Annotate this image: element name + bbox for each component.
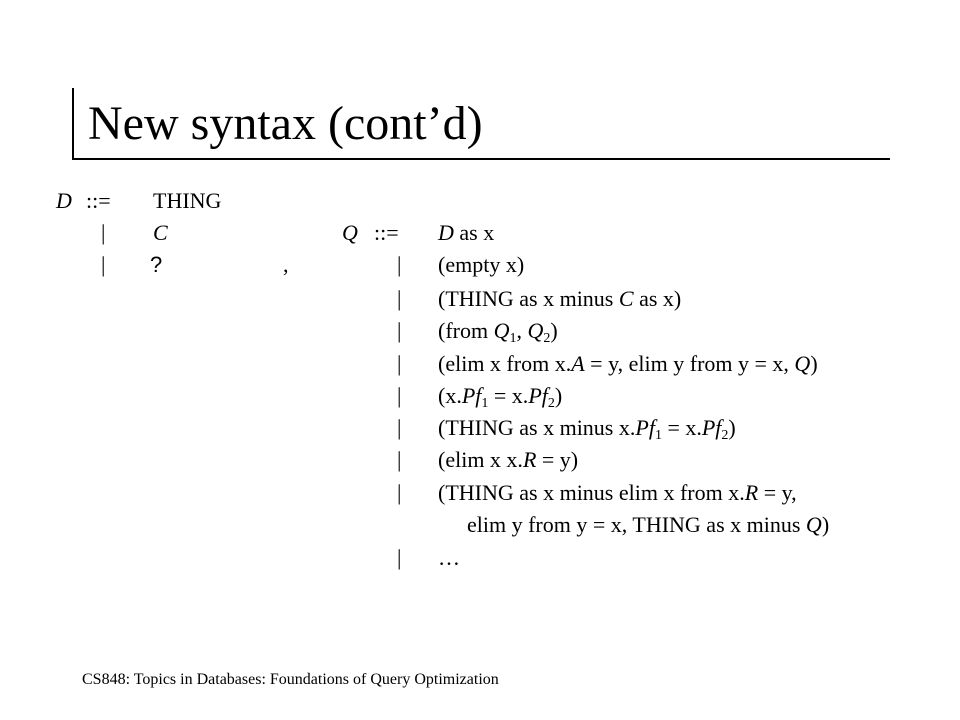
d-rule-thing: THING <box>153 188 222 213</box>
d-rule-question: ? <box>150 252 163 277</box>
footer-course-title: CS848: Topics in Databases: Foundations of Query Optimization <box>82 671 499 688</box>
q-rule-5: (elim x from x.A = y, elim y from y = x, Q) <box>438 351 818 376</box>
q-bar-2: | <box>397 252 402 277</box>
q-rule-2: (empty x) <box>438 252 525 277</box>
q-rule-9: (THING as x minus elim x from x.R = y, <box>438 480 797 505</box>
q-lhs: Q <box>342 220 358 245</box>
slide-title: New syntax (cont’d) <box>88 97 483 150</box>
q-bar-10: | <box>397 545 402 570</box>
q-bar-7: | <box>397 415 402 440</box>
title-vertical-rule <box>72 88 74 158</box>
q-bar-8: | <box>397 447 402 472</box>
q-bar-3: | <box>397 286 402 311</box>
q-rule-7: (THING as x minus $x.Pf_1 = x.Pf_2$) <box>438 415 736 443</box>
q-rule-8: (elim x x.R = y) <box>438 447 579 472</box>
q-rule-3: (THING as x minus C as x) <box>438 286 682 311</box>
d-rule-comma: , <box>283 252 289 277</box>
q-rule-6: $(x.Pf_1 = x.Pf_2)$ <box>438 383 563 411</box>
d-bar-2: | <box>101 220 106 245</box>
q-bar-4: | <box>397 318 402 343</box>
q-op: ::= <box>374 220 399 245</box>
q-rule-ellipsis: … <box>438 545 460 570</box>
q-rule-4: (from $Q_1$, $Q_2$) <box>438 318 558 346</box>
q-rule-9-continued: elim y from y = x, THING as x minus Q) <box>467 512 830 537</box>
title-horizontal-rule <box>72 158 890 160</box>
d-bar-3: | <box>101 252 106 277</box>
d-lhs: D <box>56 188 72 213</box>
q-bar-6: | <box>397 383 402 408</box>
q-bar-9: | <box>397 480 402 505</box>
d-rule-c: C <box>153 220 168 245</box>
q-bar-5: | <box>397 351 402 376</box>
q-rule-1: D as x <box>438 220 495 245</box>
d-op: ::= <box>86 188 111 213</box>
